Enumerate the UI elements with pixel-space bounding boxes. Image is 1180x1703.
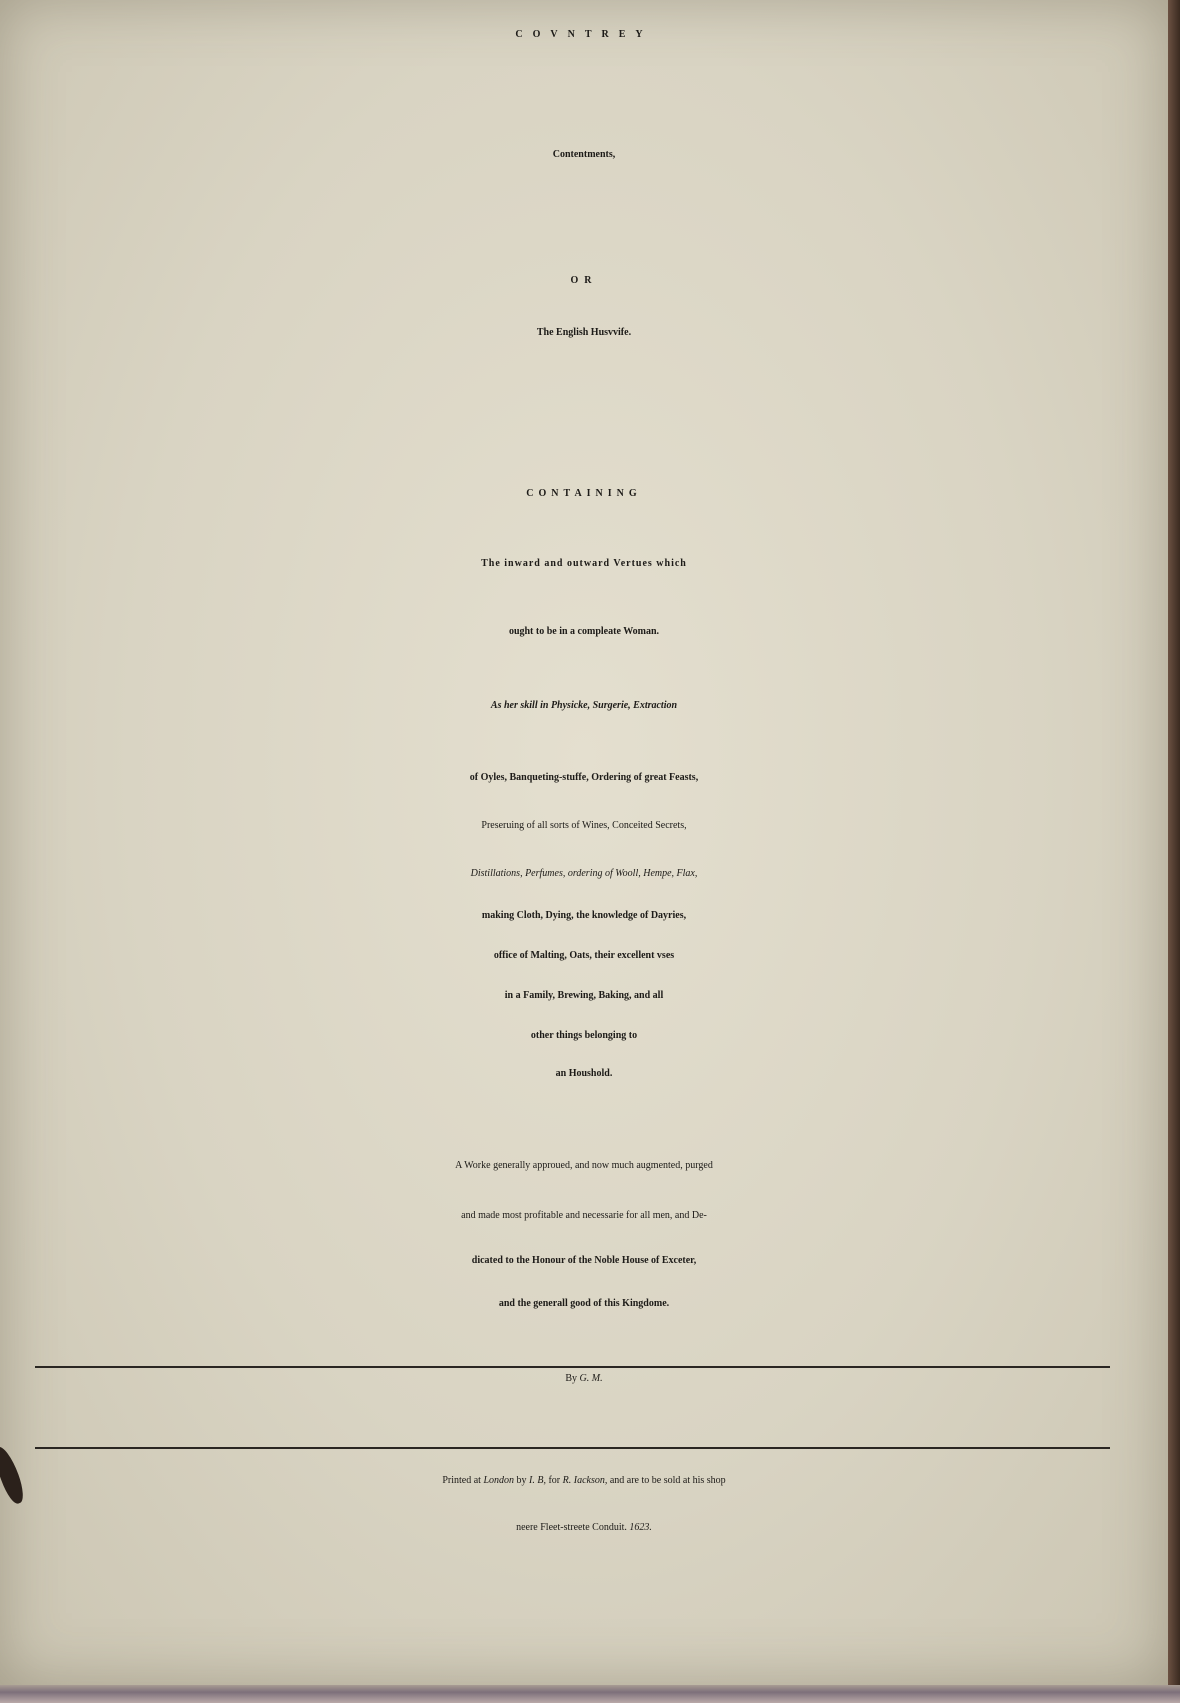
skills-line-9: an Houshold. [555,1068,613,1079]
imprint-rest: and are to be sold at his shop [609,1475,726,1486]
title-line-english-huswife: The English Husvvife. [536,327,632,338]
imprint-line-2 [0,1522,1168,1533]
skills-line-2: of Oyles, Banqueting-stuffe, Ordering of great Feasts, [469,772,699,783]
divider-bottom [35,1447,1110,1449]
work-line-3: dicated to the Honour of the Noble House of Exceter, [471,1255,697,1266]
work-line-2: and made most profitable and necessarie for all men, and De- [461,1210,707,1221]
imprint-location: neere Fleet-streete Conduit. [516,1522,627,1533]
skills-line-5: making Cloth, Dying, the knowledge of Dayries, [481,910,687,921]
skills-line-7: in a Family, Brewing, Baking, and all [504,990,664,1001]
work-line-4: and the generall good of this Kingdome. [498,1298,670,1309]
imprint-printed: Printed at [442,1475,481,1486]
byline [0,1373,1168,1384]
byline-author: G. M. [579,1373,603,1384]
imprint-city: London [483,1475,514,1486]
imprint-for: for [548,1475,561,1486]
skills-line-4: Distillations, Perfumes, ordering of Wooll, Hempe, Flax, [470,868,698,879]
imprint-year: 1623. [629,1522,652,1533]
byline-by: By [565,1373,578,1384]
imprint-publisher: R. Iackson, [562,1475,608,1486]
skills-line-6: office of Malting, Oats, their excellent vses [493,950,675,961]
title-line-countrey: COVNTREY [515,29,653,40]
skills-line-3: Preseruing of all sorts of Wines, Conceited Secrets, [481,820,687,831]
imprint-by: by [516,1475,527,1486]
title-line-contentments: Contentments, [552,149,616,160]
skills-line-1: As her skill in Physicke, Surgerie, Extraction [490,700,678,711]
imprint-line-1 [0,1475,1168,1486]
divider-top [35,1366,1110,1368]
imprint-printer: I. B, [529,1475,546,1486]
book-edge-bottom [0,1685,1180,1703]
work-line-1: A Worke generally approued, and now much augmented, purged [455,1160,713,1171]
title-or: OR [570,275,598,286]
book-edge-right [1168,0,1180,1703]
subtitle-line-2: ought to be in a compleate Woman. [508,626,660,637]
skills-line-8: other things belonging to [530,1030,638,1041]
subtitle-containing: CONTAINING [526,488,642,499]
subtitle-line-1: The inward and outward Vertues which [481,558,687,569]
